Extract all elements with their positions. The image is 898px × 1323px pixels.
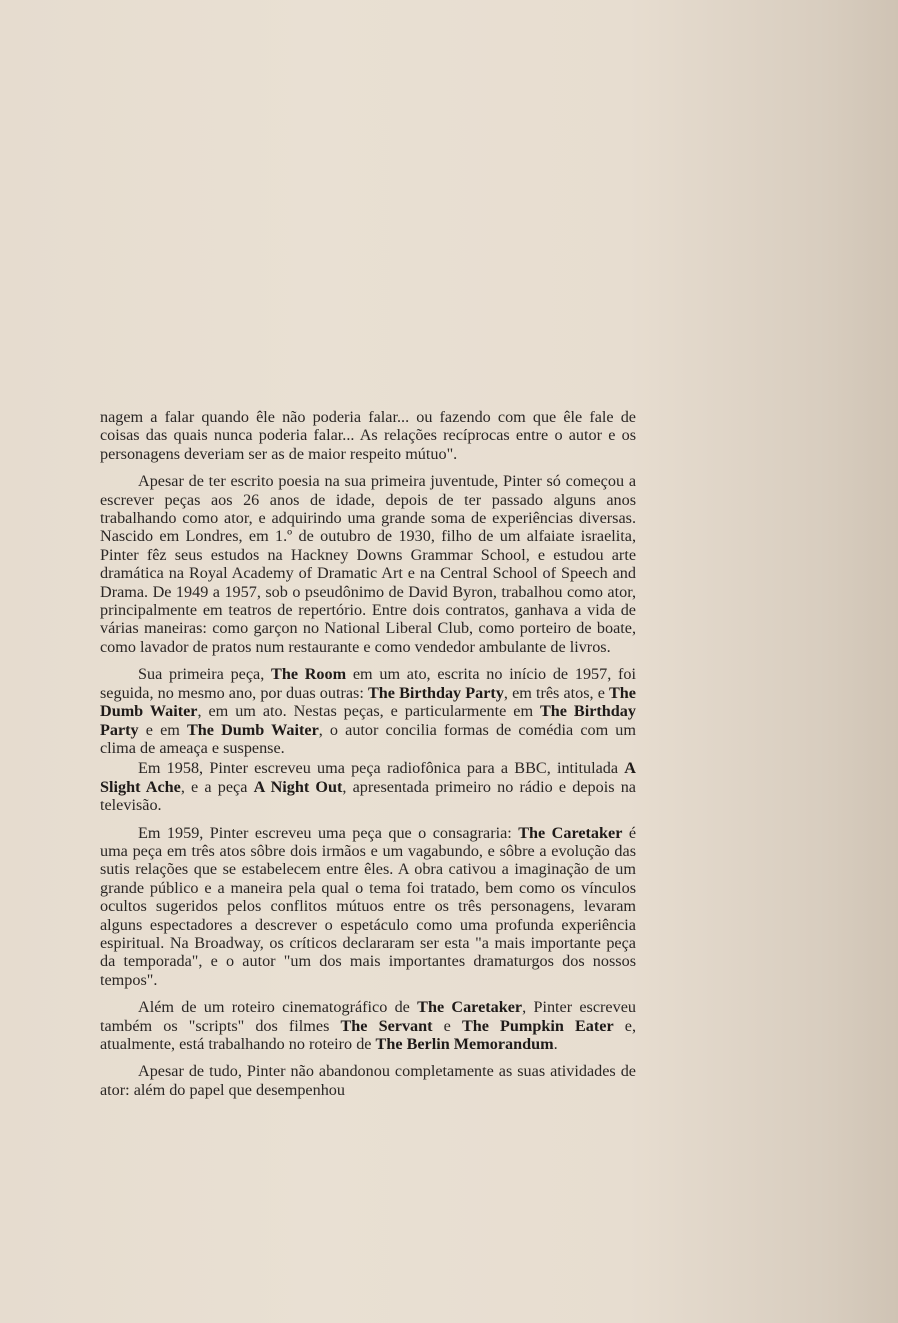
body-text [100,408,636,1108]
title-reference: The Caretaker [518,823,623,842]
paragraph [100,824,636,990]
text-run: , e a peça [180,777,254,796]
text-run: Em 1958, Pinter escreveu uma peça radiofônica para a BBC, intitulada [138,759,625,778]
text-run: Apesar de tudo, Pinter não abandonou completamente as suas atividades de ator: além do papel que desempenhou [100,1062,636,1099]
title-reference: The Dumb Waiter [100,683,636,721]
paragraph [100,408,636,463]
title-reference: The Birthday Party [367,683,504,702]
paragraph [100,472,636,656]
title-reference: The Servant [340,1016,433,1035]
title-reference: The Room [271,665,347,684]
text-run: é uma peça em três atos sôbre dois irmãos e um vagabundo, e sôbre a evolução das sutis relações que se estabelecem entre êles. A obra cativou a imaginação de um grande público e a maneira pela qual o tema foi tratado, bem como os vínculos ocultos sugeridos pelos conflitos mútuos entre os três personagens, levaram alguns espectadores a descrever o espetáculo como uma profunda experiência espiritual. Na Broadway, os críticos declararam ser esta "a mais importante peça da temporada", e o autor "um dos mais importantes dramaturgos dos nossos tempos". [100,823,637,989]
text-run: , em três atos, e [503,683,609,702]
text-run: nagem a falar quando êle não poderia falar... ou fazendo com que êle fale de coisas das quais nunca poderia falar... As relações recíprocas entre o autor e os personagens deveriam ser as de maior respeito mútuo". [100,408,636,463]
paragraph [100,759,636,814]
text-run: , em um ato. Nestas peças, e particularmente em [197,702,540,721]
text-run: , o autor concilia formas de comédia com um clima de ameaça e suspense. [100,720,636,757]
text-run: e [432,1016,462,1035]
text-run: , apresentada primeiro no rádio e depois na televisão. [100,777,636,815]
title-reference: The Dumb Waiter [187,720,319,739]
text-run: Sua primeira peça, [138,665,272,684]
text-run: , Pinter escreveu também os "scripts" dos filmes [100,998,636,1035]
text-run: Apesar de ter escrito poesia na sua primeira juventude, Pinter só começou a escrever peças aos 26 anos de idade, depois de ter passado alguns anos trabalhando como ator, e adquirindo uma grande soma de experiências diversas. Nascido em Londres, em 1.º de outubro de 1930, filho de um alfaiate israelita, Pinter fêz seus estudos na Hackney Downs Grammar School, e estudou arte dramática na Royal Academy of Dramatic Art e na Central School of Speech and Drama. De 1949 a 1957, sob o pseudônimo de David Byron, trabalhou como ator, principalmente em teatros de repertório. Entre dois contratos, ganhava a vida de várias maneiras: como garçon no National Liberal Club, como porteiro de boate, como lavador de pratos num restaurante e como vendedor ambulante de livros. [100,472,636,656]
title-reference: A Slight Ache [100,759,636,796]
text-run: Em 1959, Pinter escreveu uma peça que o consagraria: [138,823,519,842]
title-reference: The Birthday Party [100,702,636,739]
paragraph [100,1062,636,1099]
text-run: e em [138,720,187,739]
text-run: . [553,1035,558,1053]
text-run: em um ato, escrita no início de 1957, foi seguida, no mesmo ano, por duas outras: [100,665,636,702]
title-reference: The Berlin Memorandum [375,1035,554,1053]
title-reference: The Caretaker [417,998,523,1017]
text-run: Além de um roteiro cinematográfico de [138,998,418,1017]
title-reference: The Pumpkin Eater [461,1016,614,1035]
paragraph [100,665,636,757]
title-reference: A Night Out [253,777,343,796]
paragraph [100,998,636,1053]
text-run: e, atualmente, está trabalhando no roteiro de [100,1016,637,1053]
